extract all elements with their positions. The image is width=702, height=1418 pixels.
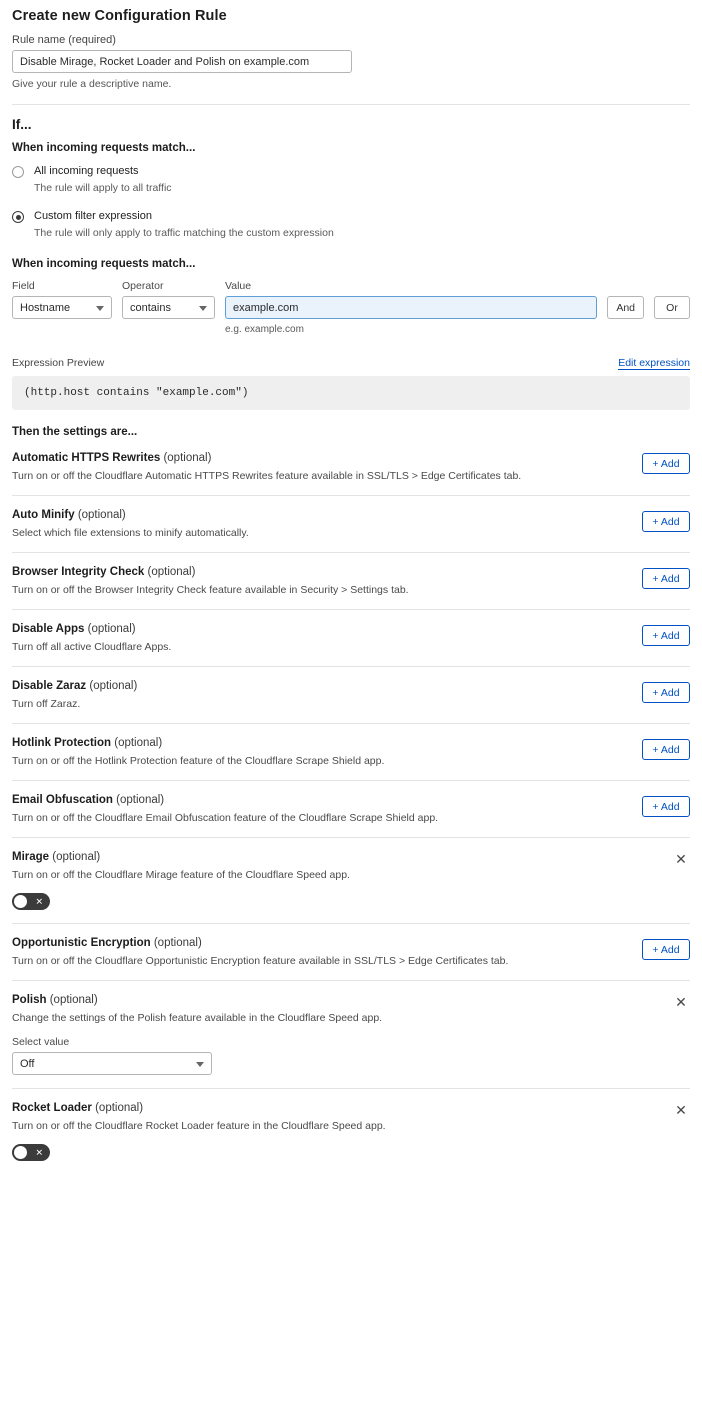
setting-disable-zaraz (12, 666, 690, 723)
expression-preview-header (12, 357, 690, 370)
chevron-down-icon (196, 1062, 204, 1067)
setting-optional: (optional) (95, 1102, 144, 1115)
setting-description: Turn off all active Cloudflare Apps. (12, 641, 172, 654)
radio-label-custom-filter: Custom filter expression (34, 210, 152, 223)
expression-preview-title: Expression Preview (12, 357, 105, 370)
setting-description: Turn on or off the Cloudflare Opportunistic Encryption feature available in SSL/TLS > Edge Certificates tab. (12, 955, 509, 968)
setting-description: Turn on or off the Cloudflare Mirage feature of the Cloudflare Speed app. (12, 869, 350, 882)
setting-optional: (optional) (153, 937, 202, 950)
setting-description: Change the settings of the Polish feature available in the Cloudflare Speed app. (12, 1012, 383, 1025)
value-input[interactable] (225, 296, 597, 319)
radio-option-all-requests[interactable] (12, 164, 690, 195)
polish-select-value: Off (20, 1057, 35, 1070)
and-button[interactable]: And (607, 296, 644, 319)
add-button[interactable]: + Add (642, 739, 690, 760)
field-select-value: Hostname (20, 301, 71, 314)
setting-name: Hotlink Protection (12, 737, 112, 750)
setting-email-obfuscation (12, 780, 690, 837)
setting-polish (12, 980, 690, 1088)
setting-description: Turn on or off the Hotlink Protection feature of the Cloudflare Scrape Shield app. (12, 755, 385, 768)
field-label: Field (12, 280, 35, 293)
value-column (225, 280, 597, 335)
setting-optional: (optional) (87, 623, 136, 636)
setting-optional: (optional) (49, 994, 98, 1007)
setting-name: Browser Integrity Check (12, 566, 145, 579)
radio-icon-all-requests[interactable] (12, 166, 24, 178)
setting-optional: (optional) (116, 794, 165, 807)
value-help-text: e.g. example.com (225, 324, 304, 336)
then-heading: Then the settings are... (12, 426, 138, 439)
setting-description: Turn on or off the Cloudflare Rocket Loader feature in the Cloudflare Speed app. (12, 1120, 386, 1133)
rule-name-input[interactable] (12, 50, 352, 73)
operator-select-value: contains (130, 301, 171, 314)
setting-automatic-https-rewrites (12, 438, 690, 495)
setting-opportunistic-encryption (12, 923, 690, 980)
setting-optional: (optional) (147, 566, 196, 579)
toggle-knob (14, 895, 27, 908)
setting-name: Polish (12, 994, 47, 1007)
setting-description: Select which file extensions to minify automatically. (12, 527, 249, 540)
setting-title (12, 509, 690, 521)
remove-button[interactable]: ✕ (672, 1101, 690, 1119)
field-column (12, 280, 112, 319)
toggle-off-icon: ✕ (35, 896, 43, 907)
setting-title (12, 994, 690, 1006)
divider (12, 104, 690, 105)
setting-title (12, 737, 690, 749)
value-label: Value (225, 280, 252, 293)
setting-description: Turn on or off the Cloudflare Automatic HTTPS Rewrites feature available in SSL/TLS > Edge Certificates tab. (12, 470, 522, 483)
rule-name-group (12, 34, 690, 90)
setting-name: Opportunistic Encryption (12, 937, 151, 950)
setting-name: Automatic HTTPS Rewrites (12, 452, 161, 465)
setting-title (12, 566, 690, 578)
or-button[interactable]: Or (654, 296, 690, 319)
toggle-off-icon: ✕ (35, 1147, 43, 1158)
field-select[interactable] (12, 296, 112, 319)
add-button[interactable]: + Add (642, 511, 690, 532)
setting-optional: (optional) (52, 851, 101, 864)
polish-select-label: Select value (12, 1036, 70, 1049)
setting-title (12, 623, 690, 635)
radio-desc-all-requests: The rule will apply to all traffic (34, 181, 172, 194)
add-button[interactable]: + Add (642, 939, 690, 960)
add-button[interactable]: + Add (642, 796, 690, 817)
add-button[interactable]: + Add (642, 453, 690, 474)
rule-name-label: Rule name (required) (12, 34, 116, 46)
add-button[interactable]: + Add (642, 625, 690, 646)
builder-heading: When incoming requests match... (12, 258, 196, 271)
operator-label: Operator (122, 280, 164, 293)
polish-select[interactable] (12, 1052, 212, 1075)
setting-description: Turn on or off the Browser Integrity Check feature available in Security > Settings tab. (12, 584, 409, 597)
setting-name: Disable Apps (12, 623, 85, 636)
radio-label-all-requests: All incoming requests (34, 165, 139, 177)
setting-optional: (optional) (163, 452, 212, 465)
setting-optional: (optional) (114, 737, 163, 750)
setting-optional: (optional) (77, 509, 126, 522)
setting-mirage (12, 837, 690, 923)
radio-icon-custom-filter[interactable] (12, 211, 24, 223)
rocket-loader-toggle[interactable] (12, 1144, 50, 1161)
remove-button[interactable]: ✕ (672, 850, 690, 868)
radio-option-custom-filter[interactable] (12, 209, 690, 240)
add-button[interactable]: + Add (642, 568, 690, 589)
setting-rocket-loader (12, 1088, 690, 1174)
remove-button[interactable]: ✕ (672, 993, 690, 1011)
radio-desc-custom-filter: The rule will only apply to traffic matching the custom expression (34, 226, 334, 239)
setting-title (12, 794, 690, 806)
expression-preview-box: (http.host contains "example.com") (12, 376, 690, 410)
mirage-toggle[interactable] (12, 893, 50, 910)
setting-name: Disable Zaraz (12, 680, 87, 693)
setting-name: Email Obfuscation (12, 794, 113, 807)
setting-title (12, 937, 690, 949)
setting-title (12, 1102, 690, 1114)
chevron-down-icon (96, 306, 104, 311)
chevron-down-icon (199, 306, 207, 311)
setting-disable-apps (12, 609, 690, 666)
setting-description: Turn on or off the Cloudflare Email Obfuscation feature of the Cloudflare Scrape Shield app. (12, 812, 439, 825)
toggle-knob (14, 1146, 27, 1159)
expression-builder-row (12, 280, 690, 335)
operator-column (122, 280, 215, 319)
rule-name-helper: Give your rule a descriptive name. (12, 78, 172, 90)
add-button[interactable]: + Add (642, 682, 690, 703)
setting-title (12, 452, 690, 464)
if-heading: If... (12, 117, 32, 132)
setting-name: Auto Minify (12, 509, 75, 522)
operator-select[interactable] (122, 296, 215, 319)
setting-hotlink-protection (12, 723, 690, 780)
settings-list (12, 438, 690, 1174)
setting-title (12, 851, 690, 863)
setting-name: Mirage (12, 851, 50, 864)
setting-name: Rocket Loader (12, 1102, 92, 1115)
setting-optional: (optional) (89, 680, 138, 693)
page-title: Create new Configuration Rule (12, 8, 227, 24)
edit-expression-link[interactable]: Edit expression (618, 357, 690, 370)
setting-description: Turn off Zaraz. (12, 698, 81, 711)
setting-auto-minify (12, 495, 690, 552)
setting-browser-integrity-check (12, 552, 690, 609)
setting-title (12, 680, 690, 692)
match-heading: When incoming requests match... (12, 142, 196, 154)
